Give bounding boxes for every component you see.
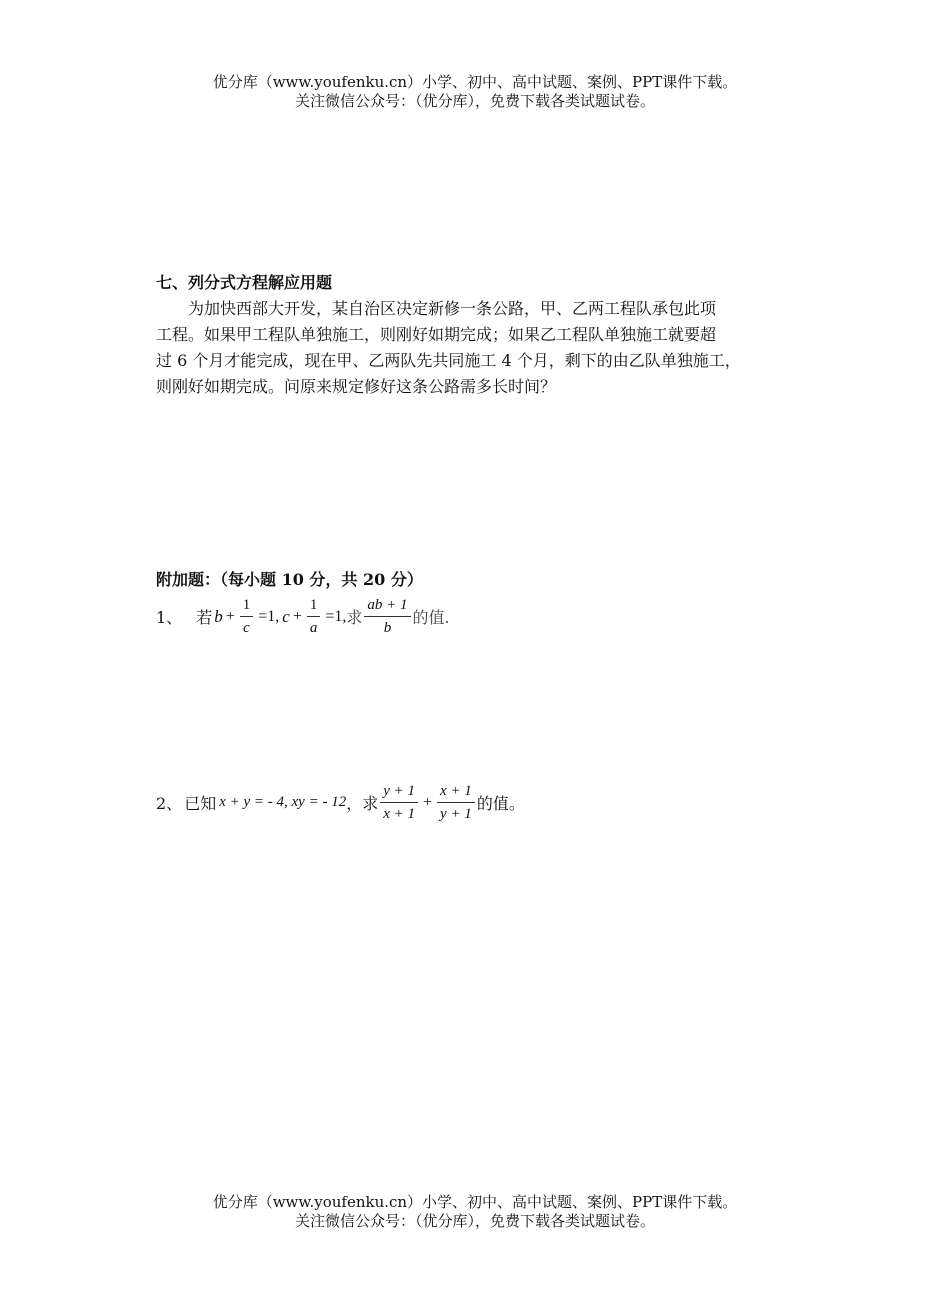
q1-eq-1: =1, (258, 607, 280, 625)
q2-suffix: 的值。 (476, 794, 525, 813)
q1-fraction-1-over-c (240, 596, 254, 637)
section-7-title: 七、列分式方程解应用题 (156, 273, 333, 292)
q2-condition: x + y = - 4, xy = - 12 (219, 794, 347, 810)
header-line-1: 优分库（www.youfenku.cn）小学、初中、高中试题、案例、PPT课件下载。 (212, 73, 738, 91)
q2-number: 2、 (156, 794, 183, 813)
bonus-title: 附加题：（每小题 10 分，共 20 分） (156, 570, 423, 589)
page-footer (0, 1193, 950, 1231)
q2-plus: + (423, 793, 433, 811)
q1-target-denominator: b (383, 620, 392, 636)
q1-target-fraction (364, 596, 410, 637)
q2-fraction-1 (380, 782, 418, 823)
q1-frac1-numerator: 1 (242, 597, 251, 613)
q2-frac1-numerator: y + 1 (383, 783, 415, 799)
q2-qiu: ，求 (346, 794, 379, 813)
problem-line-3: 过 6 个月才能完成，现在甲、乙两队先共同施工 4 个月，剩下的由乙队单独施工， (156, 351, 741, 370)
q1-eq-2: =1, (325, 607, 347, 625)
q2-fraction-2 (437, 782, 475, 823)
q1-plus-2: + (292, 607, 302, 625)
footer-line-2: 关注微信公众号：（优分库），免费下载各类试题试卷。 (294, 1212, 655, 1230)
q1-var-b: b (214, 606, 223, 626)
q1-fraction-1-over-a (307, 596, 321, 637)
header-line-2: 关注微信公众号：（优分库），免费下载各类试题试卷。 (294, 92, 655, 110)
q1-plus-1: + (225, 607, 235, 625)
bonus-question-2 (156, 782, 525, 823)
problem-line-4: 则刚好如期完成。问原来规定修好这条公路需多长时间？ (156, 377, 557, 396)
q1-suffix: 的值. (412, 608, 450, 627)
q2-frac2-numerator: x + 1 (440, 783, 472, 799)
section-7-problem (156, 296, 816, 400)
problem-line-2: 工程。如果甲工程队单独施工，则刚好如期完成；如果乙工程队单独施工就要超 (156, 325, 717, 344)
q1-qiu: 求 (346, 608, 363, 627)
q1-var-c: c (282, 606, 290, 626)
q1-target-numerator: ab + 1 (367, 597, 408, 613)
q1-frac2-numerator: 1 (309, 597, 318, 613)
q1-frac2-denominator: a (309, 620, 318, 636)
q1-number: 1、 (156, 608, 183, 627)
bonus-question-1 (156, 596, 450, 637)
page-header (0, 73, 950, 111)
problem-line-1: 为加快西部大开发，某自治区决定新修一条公路，甲、乙两工程队承包此项 (188, 299, 717, 318)
footer-line-1: 优分库（www.youfenku.cn）小学、初中、高中试题、案例、PPT课件下载。 (212, 1193, 738, 1211)
q1-frac1-denominator: c (243, 620, 250, 636)
q2-prefix: 已知 (184, 794, 217, 813)
q2-frac2-denominator: y + 1 (440, 806, 472, 822)
q2-frac1-denominator: x + 1 (383, 806, 415, 822)
q1-prefix: 若 (196, 608, 213, 627)
